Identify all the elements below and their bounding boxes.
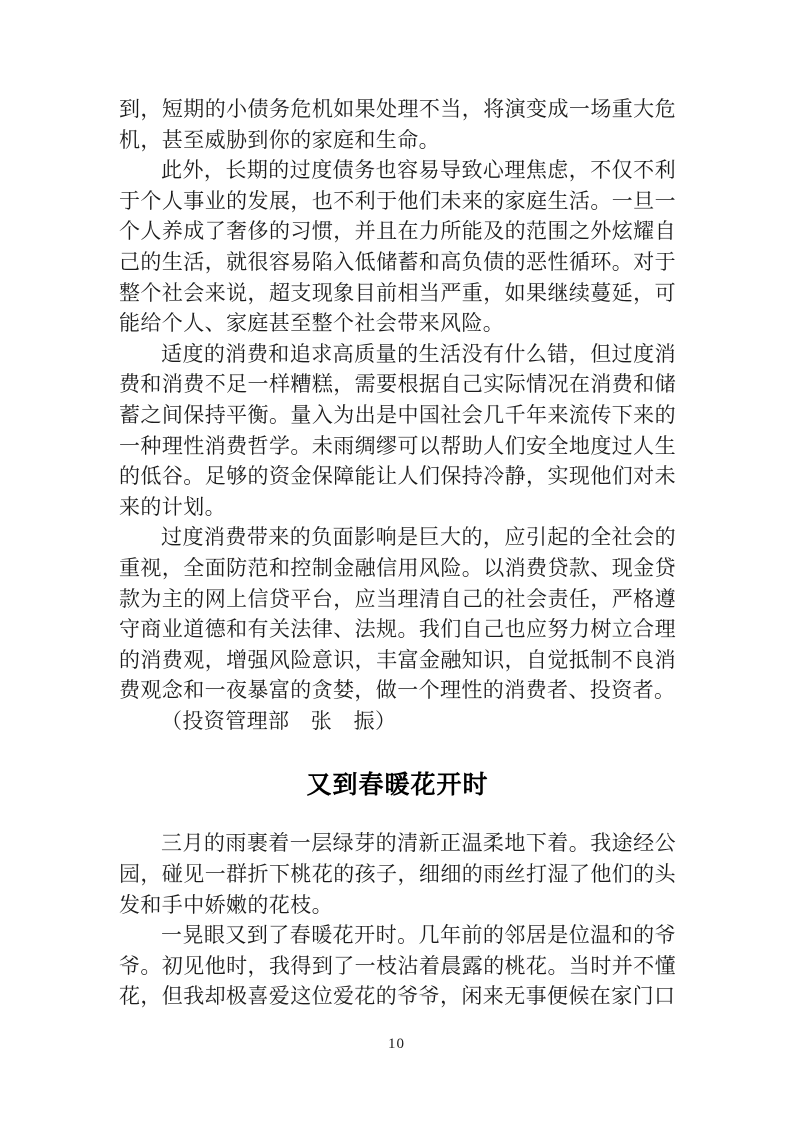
body-paragraph-continuation: 到，短期的小债务危机如果处理不当，将演变成一场重大危机，甚至威胁到你的家庭和生命。 bbox=[119, 97, 676, 152]
content-area bbox=[119, 94, 676, 1012]
body-paragraph: 适度的消费和追求高质量的生活没有什么错，但过度消费和消费不足一样糟糕，需要根据自己实际情况在消费和储蓄之间保持平衡。量入为出是中国社会几千年来流传下来的一种理性消费哲学。未雨绸缪可以帮助人们安全地度过人生的低谷。足够的资金保障能让人们保持冷静，实现他们对未来的计划。 bbox=[119, 341, 676, 519]
body-paragraph: 三月的雨裹着一层绿芽的清新正温柔地下着。我途经公园，碰见一群折下桃花的孩子，细细的雨丝打湿了他们的头发和手中娇嫩的花枝。 bbox=[119, 831, 676, 917]
body-paragraph: 过度消费带来的负面影响是巨大的，应引起的全社会的重视，全面防范和控制金融信用风险。以消费贷款、现金贷款为主的网上信贷平台，应当理清自己的社会责任，严格遵守商业道德和有关法律、法规。我们自己也应努力树立合理的消费观，增强风险意识，丰富金融知识，自觉抵制不良消费观念和一夜暴富的贪婪，做一个理性的消费者、投资者。 bbox=[119, 525, 676, 703]
article-spring-body bbox=[119, 828, 676, 1012]
author-attribution: （投资管理部 张 振） bbox=[161, 708, 397, 733]
article-title: 又到春暖花开时 bbox=[306, 771, 489, 800]
body-paragraph: 此外，长期的过度债务也容易导致心理焦虑，不仅不利于个人事业的发展，也不利于他们未来的家庭生活。一旦一个人养成了奢侈的习惯，并且在力所能及的范围之外炫耀自己的生活，就很容易陷入低储蓄和高负债的恶性循环。对于整个社会来说，超支现象目前相当严重，如果继续蔓延，可能给个人、家庭甚至整个社会带来风险。 bbox=[119, 158, 676, 336]
article-consumption-body bbox=[119, 94, 676, 736]
body-paragraph: 一晃眼又到了春暖花开时。几年前的邻居是位温和的爷爷。初见他时，我得到了一枝沾着晨露的桃花。当时并不懂花，但我却极喜爱这位爱花的爷爷，闲来无事便候在家门口 bbox=[119, 923, 676, 1009]
page-number: 10 bbox=[388, 1036, 405, 1052]
